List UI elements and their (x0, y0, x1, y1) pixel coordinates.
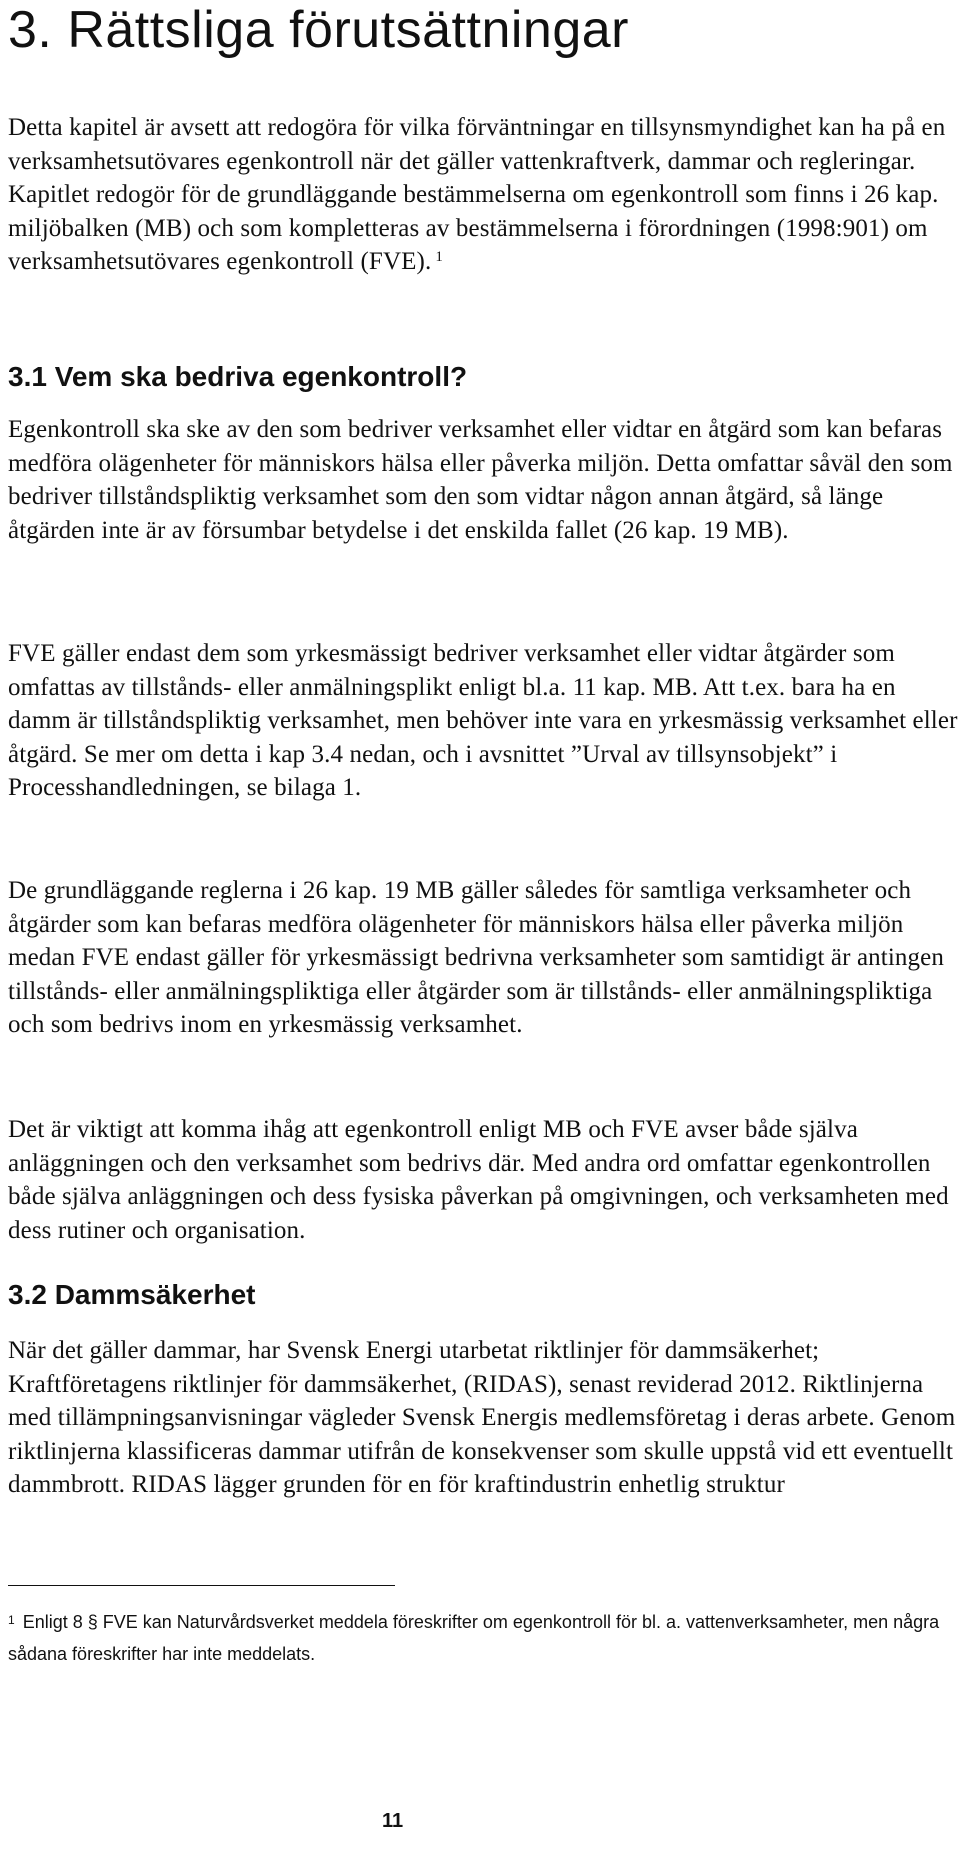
paragraph: FVE gäller endast dem som yrkesmässigt bedriver verksamhet eller vidtar åtgärder som omfattas av tillstånds- eller anmälningsplikt enligt bl.a. 11 kap. MB. Att t.ex. bara ha en damm är tillståndspliktig verksamhet, men behöver inte vara en yrkesmässig verksamhet eller åtgärd. Se mer om detta i kap 3.4 nedan, och i avsnittet ”Urval av tillsynsobjekt” i Processhandledningen, se bilaga 1. (8, 640, 958, 801)
footnote-marker: 1 (8, 1613, 15, 1627)
page-number: 11 (382, 1810, 404, 1832)
footnote-reference[interactable]: 1 (435, 249, 443, 265)
section-heading-3-2: 3.2 Dammsäkerhet (8, 1279, 256, 1310)
footnote-text: Enligt 8 § FVE kan Naturvårdsverket meddela föreskrifter om egenkontroll för bl. a. vattenverksamheter, men några sådana föreskrifter har inte meddelats. (8, 1612, 940, 1664)
footnote-divider (8, 1585, 395, 1586)
section-heading-3-1: 3.1 Vem ska bedriva egenkontroll? (8, 361, 468, 392)
paragraph: Det är viktigt att komma ihåg att egenkontroll enligt MB och FVE avser både själva anläggningen och den verksamhet som bedrivs där. Med andra ord omfattar egenkontrollen både själva anläggningen och dess fysiska påverkan på omgivningen, och verksamheten med dess rutiner och organisation. (8, 1116, 949, 1244)
paragraph: När det gäller dammar, har Svensk Energi utarbetat riktlinjer för dammsäkerhet; Kraftföretagens riktlinjer för dammsäkerhet, (RIDAS), senast reviderad 2012. Riktlinjerna med tillämpningsanvisningar vägleder Svensk Energis medlemsföretag i deras arbete. Genom riktlinjerna klassificeras dammar utifrån de konsekvenser som skulle uppstå vid ett eventuellt dammbrott. RIDAS lägger grunden för en för kraftindustrin enhetlig struktur (8, 1337, 956, 1498)
footnote (8, 1606, 958, 1670)
intro-paragraph (8, 111, 960, 279)
paragraph: De grundläggande reglerna i 26 kap. 19 MB gäller således för samtliga verksamheter och åtgärder som kan befaras medföra olägenheter för människors hälsa eller påverka miljön medan FVE endast gäller för yrkesmässigt bedrivna verksamheter som samtidigt är antingen tillstånds- eller anmälningspliktiga eller åtgärder som är tillstånds- eller anmälningspliktiga och som bedrivs inom en yrkesmässig verksamhet. (8, 877, 944, 1038)
chapter-heading: 3. Rättsliga förutsättningar (8, 1, 629, 59)
intro-text: Detta kapitel är avsett att redogöra för vilka förväntningar en tillsynsmyndighet kan ha på en verksamhetsutövares egenkontroll när det gäller vattenkraftverk, dammar och regleringar. Kapitlet redogör för de grundläggande bestämmelserna om egenkontroll som finns i 26 kap. miljöbalken (MB) och som kompletteras av bestämmelserna i förordningen (1998:901) om verksamhetsutövares egenkontroll (FVE). (8, 114, 946, 275)
paragraph: Egenkontroll ska ske av den som bedriver verksamhet eller vidtar en åtgärd som kan befaras medföra olägenheter för människors hälsa eller påverka miljön. Detta omfattar såväl den som bedriver tillståndspliktig verksamhet som den som vidtar någon annan åtgärd, så länge åtgärden inte är av försumbar betydelse i det enskilda fallet (26 kap. 19 MB). (8, 416, 953, 544)
